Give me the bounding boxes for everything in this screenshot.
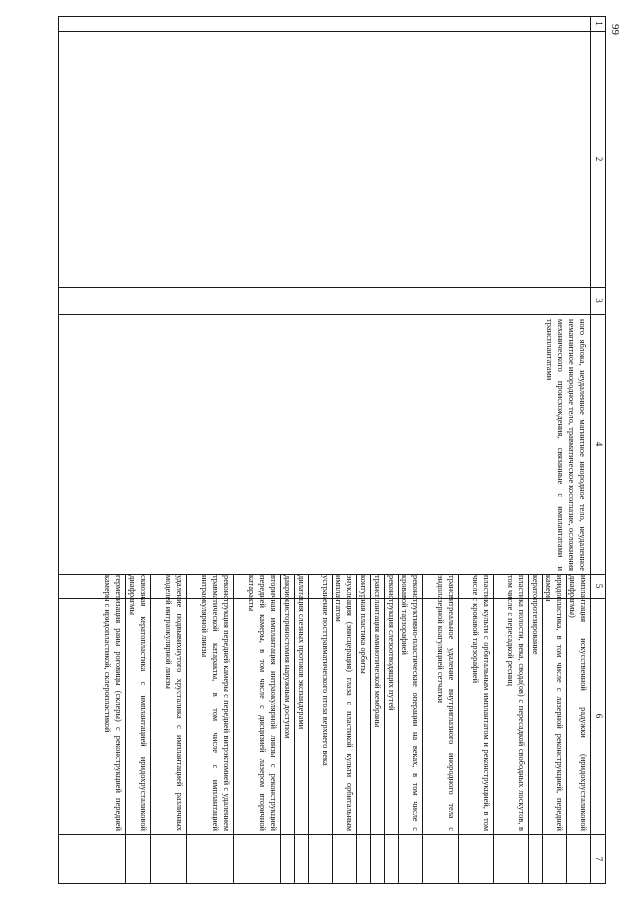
table-border-bottom xyxy=(58,16,59,884)
column-number: 4 xyxy=(594,441,604,447)
row-divider xyxy=(150,574,151,884)
page-number: 99 xyxy=(609,24,621,35)
procedure-item: трансплантация амниотической мембраны xyxy=(373,575,382,728)
row-divider xyxy=(422,574,423,884)
procedure-item: имплантация искусственной радужки (иридохрусталиковой диафрагмы) xyxy=(568,575,588,831)
row-divider xyxy=(332,574,333,884)
row-divider xyxy=(458,574,459,884)
row-divider xyxy=(294,574,295,884)
procedure-item: вторичная имплантация интраокулярной линзы с реконструкцией передней камеры, в том числе с дисцизией лазером вторичной катаракты xyxy=(247,575,278,831)
table-border-left xyxy=(58,16,606,17)
procedure-item: реконструкция слезоотводящих путей xyxy=(387,575,396,711)
column-divider-2 xyxy=(58,287,606,288)
procedure-item: дакриоцисториностомия наружным доступом xyxy=(283,575,292,739)
column-number: 2 xyxy=(594,156,604,162)
procedure-item: сквозная кератопластика с имплантацией иридохрусталиковой диафрагмы xyxy=(128,575,148,831)
row-divider xyxy=(370,574,371,884)
row-divider xyxy=(280,574,281,884)
procedure-item: дилатация слезных протоков экспандерами xyxy=(297,575,306,730)
row-divider xyxy=(384,574,385,884)
procedure-item: удаление подвывихнутого хрусталика с имплантацией различных моделей интраокулярной линзы xyxy=(164,575,184,831)
procedure-item: трансвитреальное удаление внутриглазного инородного тела с эндолазерной коагуляцией сетчатки xyxy=(436,575,456,831)
column-number: 5 xyxy=(594,583,604,589)
rotated-table-page xyxy=(58,16,606,884)
procedure-item: реконструкция передней камеры с передней витрэктомией с удалением травматической катаракты, в том числе с имплантацией интраокулярной линзы xyxy=(200,575,231,831)
column-number: 7 xyxy=(594,856,604,862)
column-divider-1 xyxy=(58,31,606,32)
column-number: 1 xyxy=(594,21,604,26)
row-divider xyxy=(542,574,543,884)
row-divider xyxy=(356,574,357,884)
procedure-item: энуклеация (эвисцерация) глаза с пластикой культи орбитальным имплантатом xyxy=(334,575,354,831)
table xyxy=(58,16,606,884)
row-divider xyxy=(186,574,187,884)
procedure-item: устранение посттравматического птоза верхнего века xyxy=(321,575,330,766)
column-divider-3 xyxy=(58,314,606,315)
procedure-item: контурная пластика орбиты xyxy=(359,575,368,674)
row-divider xyxy=(398,574,399,884)
procedure-item: кератопротезирование xyxy=(531,575,540,655)
row-divider xyxy=(528,574,529,884)
procedure-item: герметизация раны роговицы (склеры) с реконструкцией передней камеры с иридопластикой, склеропластикой xyxy=(103,575,123,831)
row-divider xyxy=(125,574,126,884)
procedure-item: пластика культи с орбитальным имплантатом и реконструкцией, в том числе с кровавой тарзорафией xyxy=(471,575,491,831)
procedure-item: реконструктивно-пластические операции на веках, в том числе с кровавой тарзорафией xyxy=(400,575,420,831)
procedure-item: иридопластика, в том числе с лазерной реконструкцией, передней камеры xyxy=(544,575,564,831)
row-divider xyxy=(493,574,494,884)
column-number: 3 xyxy=(594,298,604,303)
column-number: 6 xyxy=(594,713,604,719)
row-divider xyxy=(233,574,234,884)
diagnosis-text: ного яблока, неудаленное магнитное инородное тело, неудаленное немагнитное инородное тело, травматическое косоглазие, осложнения механического происхождения, связанные с имплантатами и трансплантатами xyxy=(545,319,587,571)
procedure-item: пластика полости, века, свода(ов) с пересадкой свободных лоскутов, в том числе с пересадкой ресниц xyxy=(506,575,526,831)
row-divider xyxy=(308,574,309,884)
row-divider xyxy=(566,574,567,884)
